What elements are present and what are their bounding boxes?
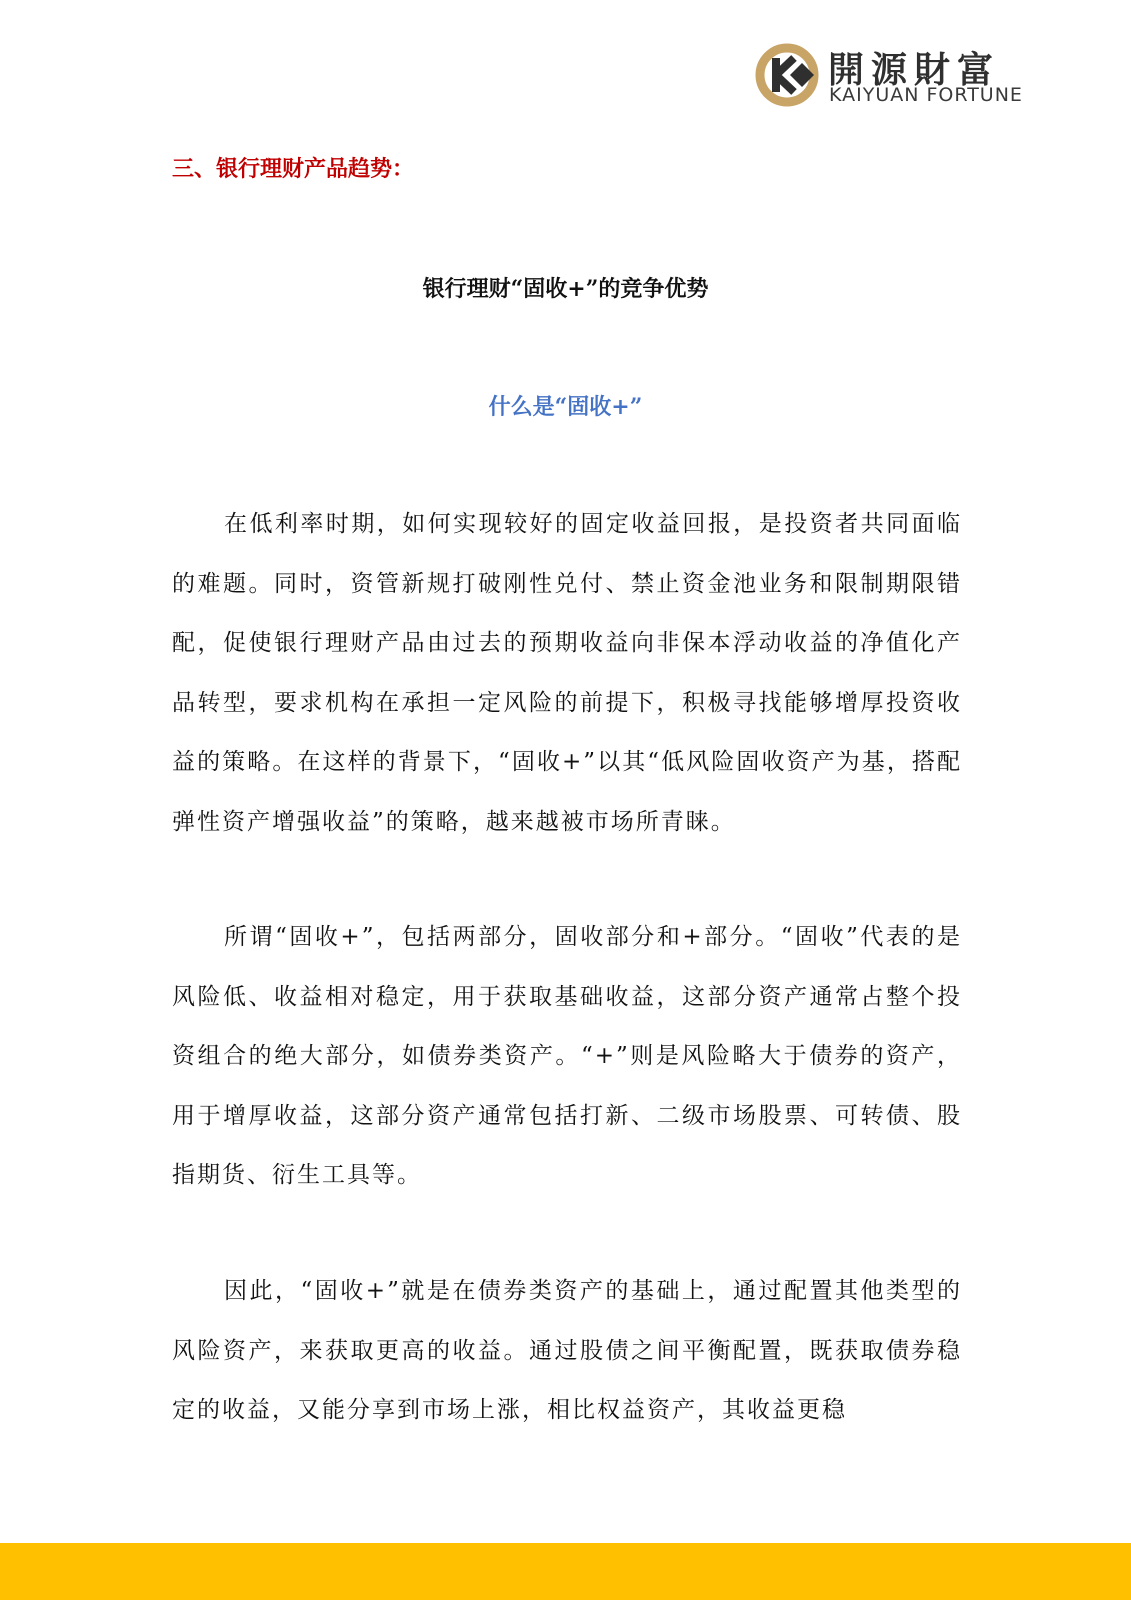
paragraph: 在低利率时期，如何实现较好的固定收益回报，是投资者共同面临的难题。同时，资管新规打破刚性兑付、禁止资金池业务和限制期限错配，促使银行理财产品由过去的预期收益向非保本浮动收益的净值化产品转型，要求机构在承担一定风险的前提下，积极寻找能够增厚投资收益的策略。在这样的背景下，“固收+”以其“低风险固收资产为基，搭配弹性资产增强收益”的策略，越来越被市场所青睐。 (172, 511, 962, 835)
brand-name-cn: 開源財富 (828, 50, 1001, 91)
section-title: 三、银行理财产品趋势： (172, 156, 415, 182)
question-heading: 什么是“固收+” (488, 394, 643, 420)
subtitle: 银行理财“固收+”的竞争优势 (422, 276, 709, 302)
paragraph: 因此，“固收+”就是在债券类资产的基础上，通过配置其他类型的风险资产，来获取更高的收益。通过股债之间平衡配置，既获取债券稳定的收益，又能分享到市场上涨，相比权益资产，其收益更稳 (172, 1278, 962, 1424)
kaiyuan-logo-mark-icon (754, 42, 820, 108)
brand-name-en: KAIYUAN FORTUNE (829, 84, 1023, 106)
footer-bar (0, 1543, 1131, 1600)
brand-logo (754, 42, 1044, 108)
paragraph: 所谓“固收+”，包括两部分，固收部分和+部分。“固收”代表的是风险低、收益相对稳定，用于获取基础收益，这部分资产通常占整个投资组合的绝大部分，如债券类资产。“+”则是风险略大于债券的资产，用于增厚收益，这部分资产通常包括打新、二级市场股票、可转债、股指期货、衍生工具等。 (172, 924, 962, 1189)
